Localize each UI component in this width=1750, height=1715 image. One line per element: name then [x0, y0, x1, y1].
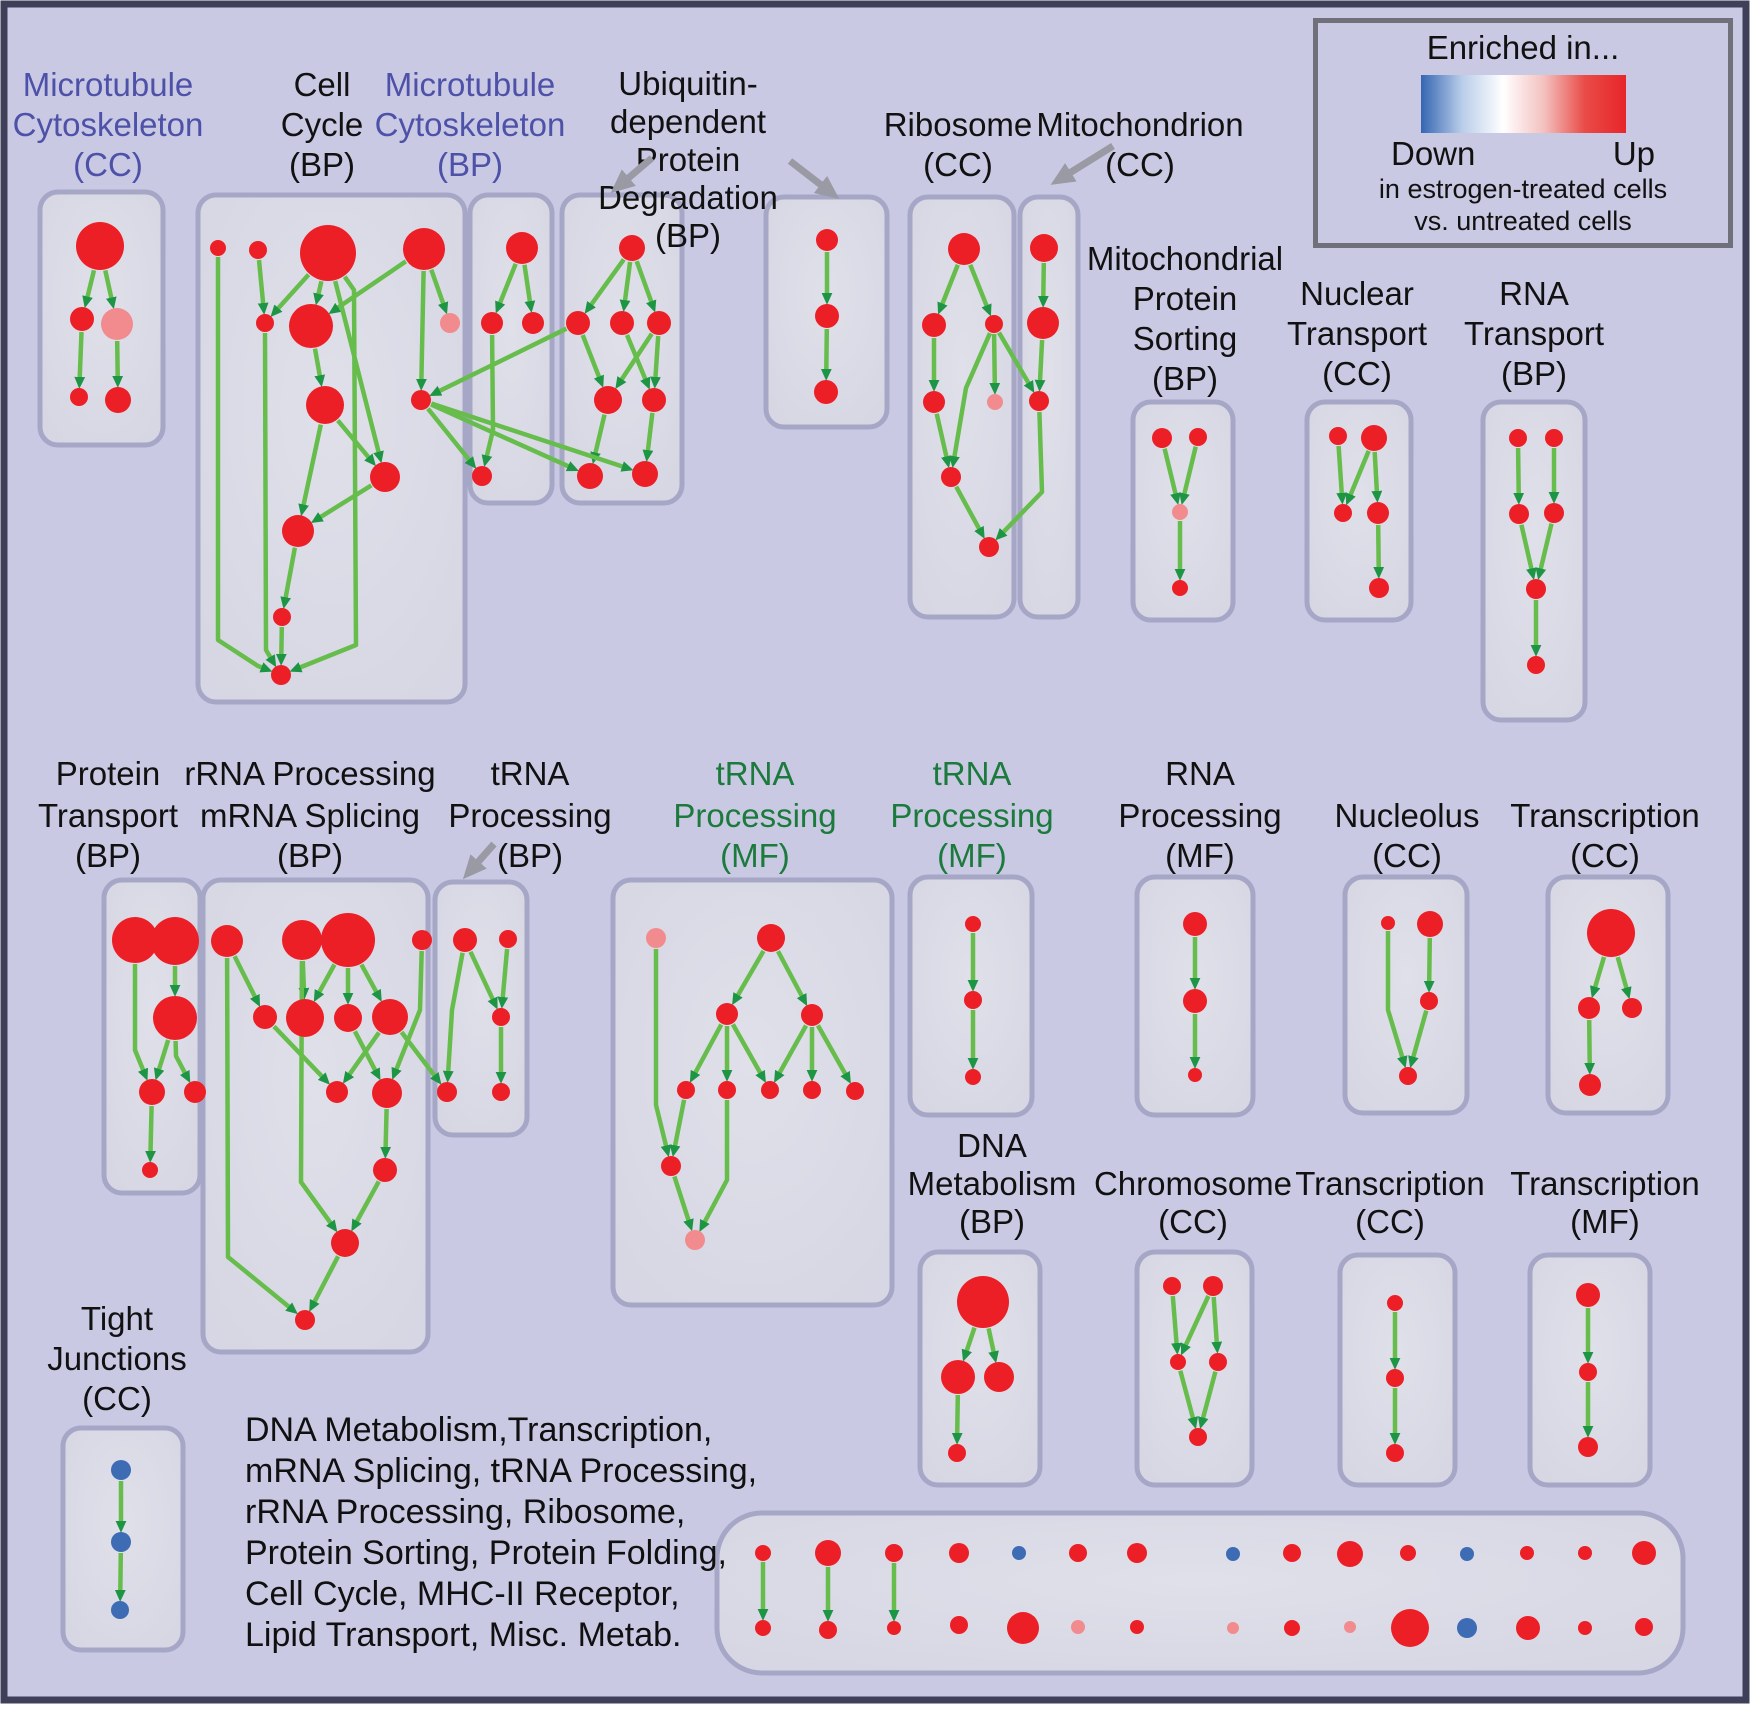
go-term-node [1526, 579, 1546, 599]
go-term-node [1284, 1620, 1300, 1636]
edge-arrow [151, 1106, 152, 1152]
go-term-node [1283, 1544, 1301, 1562]
go-term-node [1509, 504, 1529, 524]
legend-subtitle-1: in estrogen-treated cells [1378, 174, 1668, 204]
cluster-label-chromosome-cc: (CC) [1158, 1203, 1228, 1240]
go-term-node [1069, 1544, 1087, 1562]
cluster-label-trna-processing-mf-1: Processing [673, 797, 837, 834]
cluster-label-ubiquitin-degradation-bp: dependent [610, 103, 766, 140]
go-term-node [594, 386, 622, 414]
go-term-node [153, 996, 197, 1040]
cluster-label-rna-processing-mf: RNA [1165, 755, 1235, 792]
cluster-label-dna-metabolism-bp: Metabolism [907, 1165, 1077, 1202]
cluster-label-transcription-mf: (MF) [1570, 1203, 1640, 1240]
go-term-node [949, 1543, 969, 1563]
cluster-label-rna-processing-mf: Processing [1118, 797, 1282, 834]
go-term-node [1420, 992, 1438, 1010]
go-term-node [373, 1158, 397, 1182]
edge-arrow [1429, 938, 1430, 982]
cluster-label-transcription-cc-1: Transcription [1510, 797, 1700, 834]
go-term-node [1152, 428, 1172, 448]
go-term-node [1030, 234, 1058, 262]
go-term-node [481, 312, 503, 334]
cluster-label-rrna-processing-mrna-splicing-bp: rRNA Processing [184, 755, 436, 792]
cluster-label-nuclear-transport-cc: Nuclear [1300, 275, 1414, 312]
go-term-node [1578, 1546, 1592, 1560]
go-term-node [472, 466, 492, 486]
go-term-node [321, 913, 375, 967]
cluster-label-microtubule-cytoskeleton-bp: Cytoskeleton [374, 106, 566, 143]
cluster-label-rrna-processing-mrna-splicing-bp: mRNA Splicing [199, 797, 421, 834]
go-term-node [370, 462, 400, 492]
go-term-node [249, 241, 267, 259]
edge-arrow [1214, 1297, 1217, 1343]
cluster-label-ubiquitin-degradation-bp: Protein [635, 141, 741, 178]
go-term-node [965, 916, 981, 932]
cluster-label-trna-processing-mf-2: tRNA [932, 755, 1012, 792]
go-term-node [957, 1276, 1009, 1328]
go-term-node [1400, 1545, 1416, 1561]
go-term-node [948, 1444, 966, 1462]
cluster-label-trna-processing-bp: (BP) [497, 837, 563, 874]
cluster-label-nuclear-transport-cc: (CC) [1322, 355, 1392, 392]
legend-title: Enriched in... [1426, 29, 1620, 66]
cluster-label-mitochondrion-cc: Mitochondrion [1036, 106, 1244, 143]
go-term-node [492, 1008, 510, 1026]
edge-arrow [1378, 525, 1379, 568]
go-term-node [632, 461, 658, 487]
go-term-node [1579, 1363, 1597, 1381]
go-term-node [755, 1620, 771, 1636]
go-term-node [1527, 656, 1545, 674]
edge-arrow [80, 332, 82, 378]
go-term-node [1183, 912, 1207, 936]
cluster-label-mitochondrial-protein-sorting-bp: (BP) [1152, 360, 1218, 397]
cluster-label-mitochondrial-protein-sorting-bp: Protein [1132, 280, 1238, 317]
go-term-node [282, 920, 322, 960]
go-term-node [685, 1230, 705, 1250]
go-term-node [1203, 1276, 1223, 1296]
go-term-node [941, 1360, 975, 1394]
misc-note-line: rRNA Processing, Ribosome, [245, 1493, 686, 1531]
go-term-node [1027, 307, 1059, 339]
go-term-node [1334, 504, 1352, 522]
go-term-node [1391, 1609, 1429, 1647]
go-term-node [718, 1081, 736, 1099]
go-term-node [979, 537, 999, 557]
misc-note-line: Cell Cycle, MHC-II Receptor, [245, 1575, 680, 1613]
cluster-nuclear-transport-cc-box [1307, 402, 1411, 620]
go-term-node [1337, 1541, 1363, 1567]
go-term-node [506, 232, 538, 264]
cluster-label-ubiquitin-degradation-bp: Degradation [598, 179, 778, 216]
cluster-label-microtubule-cytoskeleton-cc: (CC) [73, 146, 143, 183]
cluster-label-trna-processing-mf-2: (MF) [937, 837, 1007, 874]
edge-arrow [1589, 1020, 1590, 1064]
go-term-node [111, 1601, 129, 1619]
go-term-node [923, 391, 945, 413]
cluster-label-rna-processing-mf: (MF) [1165, 837, 1235, 874]
go-term-node [1172, 580, 1188, 596]
go-term-node [1189, 428, 1207, 446]
go-term-node [819, 1621, 837, 1639]
cluster-label-trna-processing-mf-2: Processing [890, 797, 1054, 834]
go-term-node [1635, 1618, 1653, 1636]
go-term-node [1399, 1067, 1417, 1085]
go-term-node [184, 1081, 206, 1103]
cluster-label-trna-processing-bp: tRNA [490, 755, 570, 792]
go-term-node [1369, 578, 1389, 598]
cluster-label-microtubule-cytoskeleton-bp: Microtubule [384, 66, 556, 103]
go-term-node [1361, 425, 1387, 451]
cluster-label-nucleolus-cc: Nucleolus [1334, 797, 1480, 834]
go-term-node [1029, 391, 1049, 411]
go-term-node [1381, 916, 1395, 930]
go-term-node [295, 1310, 315, 1330]
cluster-label-dna-metabolism-bp: DNA [957, 1127, 1027, 1164]
go-term-node [411, 390, 431, 410]
legend-up-label: Up [1612, 135, 1655, 172]
cluster-label-ribosome-cc: (CC) [923, 146, 993, 183]
legend-down-label: Down [1391, 135, 1476, 172]
go-term-node [1578, 1621, 1592, 1635]
go-term-node [1578, 1437, 1598, 1457]
go-term-node [815, 1540, 841, 1566]
go-term-node [492, 1083, 510, 1101]
go-term-node [1587, 909, 1635, 957]
misc-note-line: Lipid Transport, Misc. Metab. [245, 1616, 682, 1654]
cluster-label-protein-transport-bp: Transport [38, 797, 178, 834]
edge-arrow [281, 627, 282, 655]
go-term-node [70, 388, 88, 406]
go-term-node [437, 1082, 457, 1102]
go-term-node [887, 1621, 901, 1635]
go-term-node [1127, 1543, 1147, 1563]
cluster-label-tight-junctions-cc: (CC) [82, 1380, 152, 1417]
go-term-node [271, 665, 291, 685]
go-term-node [987, 394, 1003, 410]
go-term-node [453, 928, 477, 952]
cluster-label-chromosome-cc: Chromosome [1093, 1165, 1293, 1202]
go-term-node [814, 380, 838, 404]
go-term-node [619, 235, 645, 261]
go-term-node [76, 222, 124, 270]
go-term-node [372, 1078, 402, 1108]
legend-gradient-bar [1421, 75, 1626, 133]
edge-arrow [386, 1109, 387, 1148]
go-term-node [846, 1082, 864, 1100]
cluster-label-transcription-cc-1: (CC) [1570, 837, 1640, 874]
misc-note-line: mRNA Splicing, tRNA Processing, [245, 1452, 758, 1490]
go-term-node [300, 225, 356, 281]
edge-arrow [1339, 446, 1342, 494]
go-term-node [1226, 1547, 1240, 1561]
cluster-label-cell-cycle-bp: Cell [293, 66, 351, 103]
edge-arrow [994, 334, 995, 384]
go-term-node [948, 233, 980, 265]
misc-note-line: Protein Sorting, Protein Folding, [245, 1534, 727, 1572]
go-term-node [885, 1544, 903, 1562]
cluster-label-rna-transport-bp: (BP) [1501, 355, 1567, 392]
go-term-node [816, 229, 838, 251]
cluster-label-rrna-processing-mrna-splicing-bp: (BP) [277, 837, 343, 874]
cluster-label-trna-processing-bp: Processing [448, 797, 612, 834]
cluster-label-transcription-cc-2: Transcription [1295, 1165, 1485, 1202]
go-term-node [101, 308, 133, 340]
go-term-node [803, 1081, 821, 1099]
go-term-node [326, 1081, 348, 1103]
go-term-node [211, 925, 243, 957]
go-term-node [941, 467, 961, 487]
go-term-node [105, 387, 131, 413]
cluster-label-mitochondrion-cc: (CC) [1105, 146, 1175, 183]
go-term-node [289, 304, 333, 348]
go-term-node [577, 463, 603, 489]
go-term-node [111, 1532, 131, 1552]
cluster-label-nucleolus-cc: (CC) [1372, 837, 1442, 874]
go-term-node [661, 1156, 681, 1176]
edge-arrow [957, 1395, 958, 1434]
go-term-node [1130, 1620, 1144, 1634]
cluster-label-rna-transport-bp: RNA [1499, 275, 1569, 312]
go-term-node [70, 307, 94, 331]
cluster-label-ubiquitin-degradation-bp: (BP) [655, 217, 721, 254]
go-term-node [1189, 1428, 1207, 1446]
cluster-label-dna-metabolism-bp: (BP) [959, 1203, 1025, 1240]
go-term-node [1012, 1546, 1026, 1560]
go-term-node [1367, 502, 1389, 524]
go-term-node [1172, 504, 1188, 520]
go-term-node [403, 228, 445, 270]
go-term-node [1545, 429, 1563, 447]
go-term-node [522, 312, 544, 334]
go-term-node [1417, 911, 1443, 937]
cluster-label-transcription-cc-2: (CC) [1355, 1203, 1425, 1240]
go-term-node [286, 999, 324, 1037]
go-term-node [566, 311, 590, 335]
go-term-node [151, 917, 199, 965]
edge-arrow [421, 271, 423, 380]
go-term-node [1516, 1616, 1540, 1640]
go-term-node [331, 1229, 359, 1257]
cluster-label-microtubule-cytoskeleton-cc: Microtubule [22, 66, 194, 103]
misc-clusters-note [245, 1410, 757, 1656]
go-term-node [306, 386, 344, 424]
go-term-node [1183, 989, 1207, 1013]
go-term-node [1576, 1283, 1600, 1307]
go-term-node [1544, 503, 1564, 523]
go-term-node [950, 1616, 968, 1634]
go-term-node [499, 930, 517, 948]
cluster-label-protein-transport-bp: (BP) [75, 837, 141, 874]
go-term-node [1071, 1620, 1085, 1634]
go-term-node [610, 311, 634, 335]
cluster-label-microtubule-cytoskeleton-bp: (BP) [437, 146, 503, 183]
go-term-node [964, 991, 982, 1009]
go-term-node [1632, 1541, 1656, 1565]
go-term-node [273, 608, 291, 626]
cluster-label-trna-processing-mf-1: (MF) [720, 837, 790, 874]
edge-arrow [318, 281, 321, 295]
go-term-node [1460, 1547, 1474, 1561]
go-term-node [761, 1081, 779, 1099]
go-term-node [1170, 1354, 1186, 1370]
cluster-label-microtubule-cytoskeleton-cc: Cytoskeleton [12, 106, 204, 143]
go-term-node [815, 304, 839, 328]
cluster-label-nuclear-transport-cc: Transport [1287, 315, 1427, 352]
go-term-node [677, 1081, 695, 1099]
edge-arrow [120, 1553, 121, 1591]
go-term-node [646, 928, 666, 948]
go-term-node [1386, 1444, 1404, 1462]
go-term-node [111, 1460, 131, 1480]
go-term-node [801, 1004, 823, 1026]
go-term-node [1007, 1612, 1039, 1644]
go-term-node [256, 314, 274, 332]
go-term-node [1163, 1277, 1181, 1295]
go-term-node [440, 313, 460, 333]
go-term-node [139, 1079, 165, 1105]
go-term-node [1387, 1295, 1403, 1311]
cluster-label-trna-processing-mf-1: tRNA [715, 755, 795, 792]
cluster-label-ribosome-cc: Ribosome [883, 106, 1033, 143]
cluster-label-protein-transport-bp: Protein [55, 755, 161, 792]
cluster-label-mitochondrial-protein-sorting-bp: Mitochondrial [1086, 240, 1284, 277]
go-term-node [1188, 1068, 1202, 1082]
go-term-node [716, 1003, 738, 1025]
legend-subtitle-2: vs. untreated cells [1414, 206, 1632, 236]
cluster-label-transcription-mf: Transcription [1510, 1165, 1700, 1202]
go-term-node [1227, 1622, 1239, 1634]
go-term-node [334, 1004, 362, 1032]
edge-arrow [117, 341, 118, 377]
cluster-label-tight-junctions-cc: Tight [80, 1300, 154, 1337]
go-term-node [1579, 1074, 1601, 1096]
go-term-node [253, 1005, 277, 1029]
go-term-node [1509, 429, 1527, 447]
go-term-node [1622, 998, 1642, 1018]
edge-arrow [655, 336, 658, 378]
edge-arrow [1040, 340, 1042, 381]
misc-note-line: DNA Metabolism,Transcription, [245, 1411, 713, 1449]
go-term-node [282, 515, 314, 547]
cluster-label-mitochondrial-protein-sorting-bp: Sorting [1132, 320, 1238, 357]
go-term-node [1344, 1621, 1356, 1633]
go-term-node [1457, 1618, 1477, 1638]
cluster-label-ubiquitin-degradation-bp: Ubiquitin- [618, 65, 758, 102]
go-term-node [922, 313, 946, 337]
edge-arrow [826, 329, 827, 370]
go-term-node [965, 1069, 981, 1085]
go-term-node [412, 930, 432, 950]
go-term-node [642, 388, 666, 412]
go-term-node [210, 240, 226, 256]
go-term-node [1578, 997, 1600, 1019]
go-term-node [984, 1362, 1014, 1392]
go-term-node [1386, 1369, 1404, 1387]
edge-arrow [1043, 263, 1044, 297]
edge-arrow [1518, 448, 1519, 494]
go-term-node [985, 315, 1003, 333]
go-term-node [372, 999, 408, 1035]
go-term-node [1520, 1546, 1534, 1560]
go-term-node [142, 1162, 158, 1178]
cluster-label-cell-cycle-bp: (BP) [289, 146, 355, 183]
go-term-node [1329, 427, 1347, 445]
legend-box [1313, 18, 1733, 248]
cluster-label-tight-junctions-cc: Junctions [47, 1340, 187, 1377]
cluster-chromosome-cc-box [1137, 1252, 1252, 1485]
cluster-misc-summary-bar-box [717, 1513, 1683, 1673]
go-term-node [1209, 1353, 1227, 1371]
edge-arrow [1375, 452, 1377, 492]
go-term-node [757, 924, 785, 952]
go-term-node [755, 1545, 771, 1561]
cluster-label-cell-cycle-bp: Cycle [280, 106, 364, 143]
cluster-label-rna-transport-bp: Transport [1464, 315, 1604, 352]
go-term-node [647, 311, 671, 335]
